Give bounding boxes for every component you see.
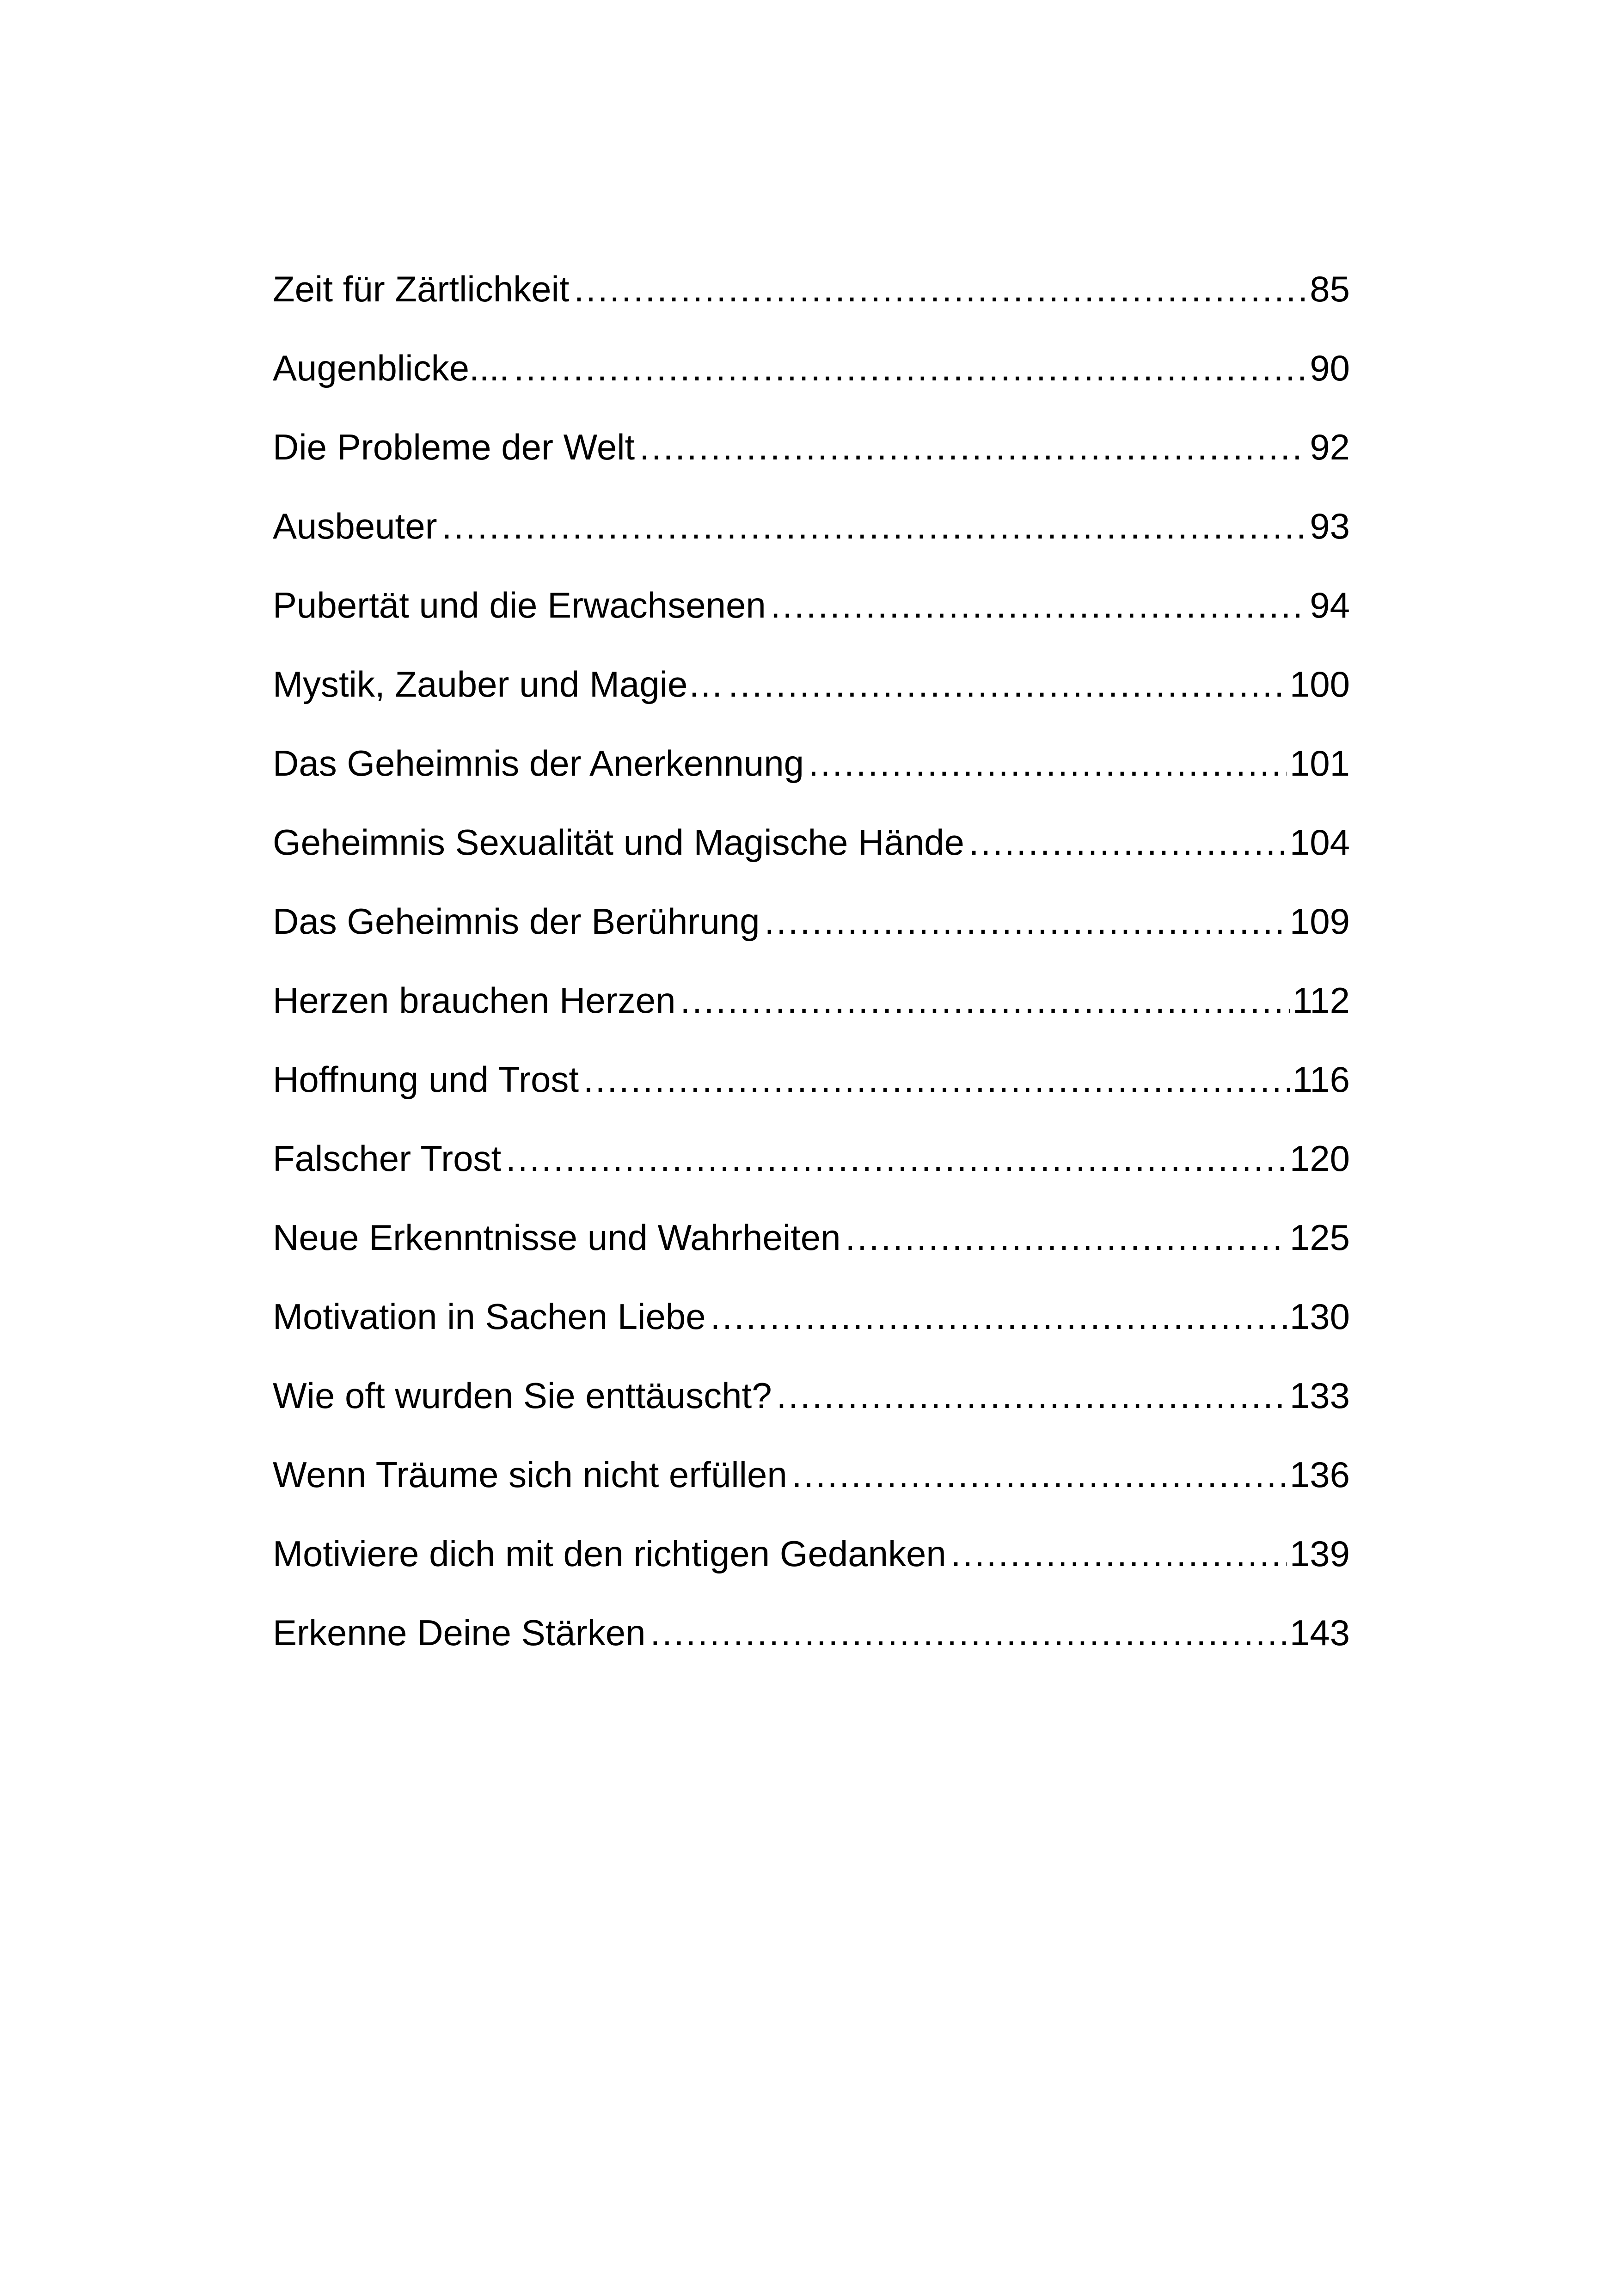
- toc-entry-title: Wenn Träume sich nicht erfüllen: [273, 1454, 787, 1495]
- table-of-contents: [273, 268, 1350, 1691]
- toc-page-number: 94: [1310, 585, 1350, 625]
- toc-entry: [273, 1217, 1350, 1296]
- toc-entry-title: Zeit für Zärtlichkeit: [273, 269, 570, 309]
- toc-dot-leader: [442, 505, 1307, 547]
- toc-page-number: 136: [1289, 1454, 1350, 1495]
- toc-entry-title: Augenblicke....: [273, 348, 509, 388]
- toc-dot-leader: [951, 1533, 1287, 1575]
- toc-entry: [273, 900, 1350, 980]
- toc-page-number: 120: [1289, 1138, 1350, 1179]
- toc-entry: [273, 1059, 1350, 1138]
- toc-entry: [273, 1533, 1350, 1612]
- toc-dot-leader: [639, 426, 1307, 468]
- toc-page-number: 104: [1289, 822, 1350, 863]
- toc-entry: [273, 347, 1350, 426]
- toc-dot-leader: [574, 268, 1307, 310]
- toc-dot-leader: [792, 1454, 1287, 1496]
- toc-page-number: 116: [1292, 1059, 1350, 1100]
- toc-page-number: 143: [1289, 1612, 1350, 1653]
- toc-page-number: 130: [1289, 1296, 1350, 1337]
- toc-entry: [273, 1375, 1350, 1454]
- toc-page-number: 109: [1289, 901, 1350, 942]
- toc-entry: [273, 663, 1350, 742]
- toc-page-number: 112: [1292, 980, 1350, 1021]
- toc-page-number: 101: [1289, 743, 1350, 784]
- toc-dot-leader: [728, 663, 1287, 705]
- toc-page-number: 92: [1310, 427, 1350, 467]
- toc-page-number: 85: [1310, 269, 1350, 309]
- toc-entry: [273, 980, 1350, 1059]
- toc-dot-leader: [969, 821, 1287, 863]
- toc-entry: [273, 1296, 1350, 1375]
- toc-entry: [273, 268, 1350, 347]
- toc-entry: [273, 821, 1350, 900]
- toc-entry: [273, 1138, 1350, 1217]
- toc-entry: [273, 584, 1350, 663]
- toc-entry-title: Mystik, Zauber und Magie…: [273, 664, 724, 704]
- toc-entry-title: Neue Erkenntnisse und Wahrheiten: [273, 1217, 841, 1258]
- toc-entry: [273, 1612, 1350, 1691]
- toc-page-number: 93: [1310, 506, 1350, 546]
- toc-entry-title: Die Probleme der Welt: [273, 427, 635, 467]
- toc-entry-title: Geheimnis Sexualität und Magische Hände: [273, 822, 964, 863]
- toc-dot-leader: [711, 1296, 1287, 1338]
- toc-dot-leader: [514, 347, 1307, 389]
- toc-dot-leader: [771, 584, 1307, 626]
- toc-dot-leader: [777, 1375, 1287, 1417]
- toc-page-number: 100: [1289, 664, 1350, 704]
- toc-dot-leader: [765, 900, 1287, 943]
- toc-entry-title: Falscher Trost: [273, 1138, 502, 1179]
- toc-entry-title: Motiviere dich mit den richtigen Gedanken: [273, 1533, 946, 1574]
- toc-entry-title: Pubertät und die Erwachsenen: [273, 585, 766, 625]
- toc-dot-leader: [680, 980, 1289, 1022]
- toc-entry-title: Ausbeuter: [273, 506, 437, 546]
- toc-page-number: 133: [1289, 1375, 1350, 1416]
- toc-dot-leader: [809, 742, 1287, 784]
- toc-entry: [273, 426, 1350, 505]
- toc-page-number: 139: [1289, 1533, 1350, 1574]
- toc-page-number: 90: [1310, 348, 1350, 388]
- toc-dot-leader: [846, 1217, 1287, 1259]
- toc-entry-title: Das Geheimnis der Anerkennung: [273, 743, 804, 784]
- toc-dot-leader: [650, 1612, 1287, 1654]
- toc-entry: [273, 1454, 1350, 1533]
- toc-entry-title: Erkenne Deine Stärken: [273, 1612, 646, 1653]
- toc-entry-title: Wie oft wurden Sie enttäuscht?: [273, 1375, 772, 1416]
- toc-entry-title: Herzen brauchen Herzen: [273, 980, 676, 1021]
- toc-entry-title: Motivation in Sachen Liebe: [273, 1296, 706, 1337]
- toc-dot-leader: [506, 1138, 1287, 1180]
- toc-entry-title: Hoffnung und Trost: [273, 1059, 579, 1100]
- toc-entry: [273, 742, 1350, 821]
- toc-entry: [273, 505, 1350, 584]
- toc-dot-leader: [583, 1059, 1290, 1101]
- toc-page-number: 125: [1289, 1217, 1350, 1258]
- toc-entry-title: Das Geheimnis der Berührung: [273, 901, 760, 942]
